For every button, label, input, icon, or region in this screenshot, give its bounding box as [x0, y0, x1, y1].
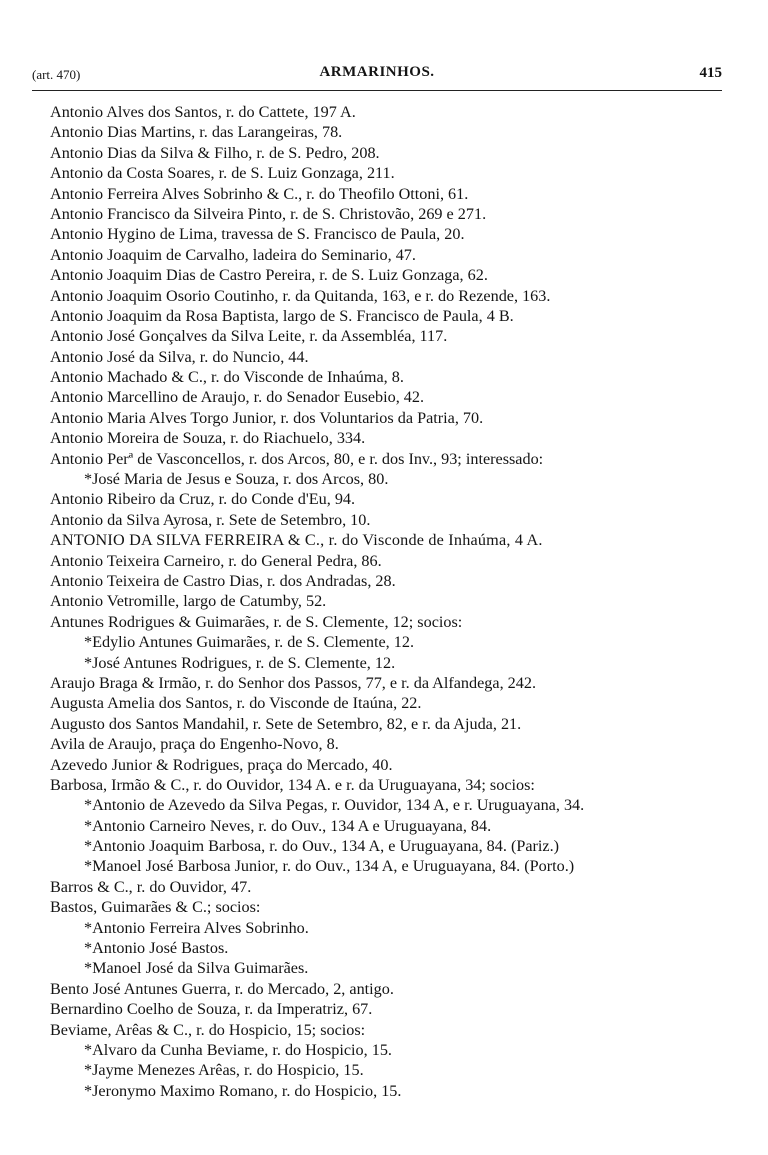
- directory-entry: Antonio Joaquim de Carvalho, ladeira do Seminario, 47.: [50, 245, 416, 264]
- directory-entry: Barros & C., r. do Ouvidor, 47.: [50, 877, 252, 896]
- directory-entry: Barbosa, Irmão & C., r. do Ouvidor, 134 A. e r. da Uruguayana, 34; socios:: [50, 775, 535, 794]
- article-reference: (art. 470): [32, 67, 81, 82]
- directory-entry: Antunes Rodrigues & Guimarães, r. de S. Clemente, 12; socios:: [50, 612, 463, 631]
- partner-entry: *Manoel José da Silva Guimarães.: [84, 959, 309, 978]
- directory-entry: Antonio Alves dos Santos, r. do Cattete, 197 A.: [50, 103, 356, 121]
- partner-entry: *Antonio de Azevedo da Silva Pegas, r. Ouvidor, 134 A, e r. Uruguayana, 34.: [84, 796, 585, 815]
- partner-entry: *José Maria de Jesus e Souza, r. dos Arcos, 80.: [84, 470, 389, 489]
- page-number: 415: [699, 65, 722, 81]
- directory-entry: Antonio Hygino de Lima, travessa de S. Francisco de Paula, 20.: [50, 225, 465, 244]
- directory-entry: Antonio Marcellino de Araujo, r. do Senador Eusebio, 42.: [50, 388, 425, 407]
- directory-entry: Bastos, Guimarães & C.; socios:: [50, 898, 261, 917]
- directory-entry: Antonio Dias Martins, r. das Larangeiras, 78.: [50, 123, 343, 142]
- directory-entry: Antonio Joaquim Dias de Castro Pereira, r. de S. Luiz Gonzaga, 62.: [50, 266, 488, 285]
- directory-entry: Antonio Ferreira Alves Sobrinho & C., r. do Theofilo Ottoni, 61.: [50, 184, 469, 203]
- partner-entry: *Edylio Antunes Guimarães, r. de S. Clemente, 12.: [84, 633, 414, 652]
- partner-entry: *Manoel José Barbosa Junior, r. do Ouv., 134 A, e Uruguayana, 84. (Porto.): [84, 857, 575, 876]
- partner-entry: *Antonio José Bastos.: [84, 939, 229, 958]
- partner-entry: *Antonio Ferreira Alves Sobrinho.: [84, 918, 309, 937]
- directory-entry: Beviame, Arêas & C., r. do Hospicio, 15; socios:: [50, 1020, 366, 1039]
- partner-entry: *Alvaro da Cunha Beviame, r. do Hospicio, 15.: [84, 1040, 392, 1059]
- directory-entry: Avila de Araujo, praça do Engenho-Novo, 8.: [50, 735, 339, 754]
- directory-entry: Bento José Antunes Guerra, r. do Mercado, 2, antigo.: [50, 979, 394, 998]
- directory-entry: Antonio José da Silva, r. do Nuncio, 44.: [50, 347, 309, 366]
- directory-entry: Antonio José Gonçalves da Silva Leite, r. da Assembléa, 117.: [50, 327, 448, 346]
- directory-entry: Azevedo Junior & Rodrigues, praça do Mercado, 40.: [50, 755, 393, 774]
- directory-entry: Antonio Joaquim da Rosa Baptista, largo de S. Francisco de Paula, 4 B.: [50, 306, 514, 325]
- partner-entry: *Jayme Menezes Arêas, r. do Hospicio, 15.: [84, 1061, 364, 1080]
- directory-entry: Augusta Amelia dos Santos, r. do Visconde de Itaúna, 22.: [50, 694, 422, 713]
- directory-entry: Antonio Francisco da Silveira Pinto, r. de S. Christovão, 269 e 271.: [50, 204, 487, 223]
- directory-entry: Augusto dos Santos Mandahil, r. Sete de Setembro, 82, e r. da Ajuda, 21.: [50, 714, 522, 733]
- directory-entry: ANTONIO DA SILVA FERREIRA & C., r. do Visconde de Inhaúma, 4 A.: [50, 531, 543, 550]
- page-title: ARMARINHOS.: [319, 64, 435, 80]
- directory-entry: Antonio Vetromille, largo de Catumby, 52.: [50, 592, 327, 611]
- directory-entry: Antonio Joaquim Osorio Coutinho, r. da Quitanda, 163, e r. do Rezende, 163.: [50, 286, 551, 305]
- directory-entry: Antonio Moreira de Souza, r. do Riachuelo, 334.: [50, 429, 366, 448]
- directory-entry: Antonio Machado & C., r. do Visconde de Inhaúma, 8.: [50, 368, 404, 387]
- directory-entry: Bernardino Coelho de Souza, r. da Imperatriz, 67.: [50, 1000, 373, 1019]
- directory-entry: Antonio Ribeiro da Cruz, r. do Conde d'Eu, 94.: [50, 490, 356, 509]
- directory-entry: Antonio da Silva Ayrosa, r. Sete de Setembro, 10.: [50, 510, 371, 529]
- directory-entry: Antonio Perª de Vasconcellos, r. dos Arcos, 80, e r. dos Inv., 93; interessado:: [50, 449, 544, 468]
- header-rule: [32, 90, 722, 91]
- directory-list: [50, 102, 690, 1101]
- directory-entry: Antonio Teixeira Carneiro, r. do General Pedra, 86.: [50, 551, 382, 570]
- partner-entry: *Jeronymo Maximo Romano, r. do Hospicio, 15.: [84, 1081, 402, 1100]
- directory-entry: Antonio Maria Alves Torgo Junior, r. dos Voluntarios da Patria, 70.: [50, 408, 484, 427]
- partner-entry: *José Antunes Rodrigues, r. de S. Clemente, 12.: [84, 653, 396, 672]
- directory-entry: Antonio da Costa Soares, r. de S. Luiz Gonzaga, 211.: [50, 164, 395, 183]
- directory-entry: Antonio Dias da Silva & Filho, r. de S. Pedro, 208.: [50, 143, 380, 162]
- partner-entry: *Antonio Joaquim Barbosa, r. do Ouv., 134 A, e Uruguayana, 84. (Pariz.): [84, 837, 560, 856]
- page-header: [32, 64, 722, 88]
- partner-entry: *Antonio Carneiro Neves, r. do Ouv., 134 A e Uruguayana, 84.: [84, 816, 492, 835]
- directory-entry: Antonio Teixeira de Castro Dias, r. dos Andradas, 28.: [50, 571, 396, 590]
- directory-entry: Araujo Braga & Irmão, r. do Senhor dos Passos, 77, e r. da Alfandega, 242.: [50, 673, 536, 692]
